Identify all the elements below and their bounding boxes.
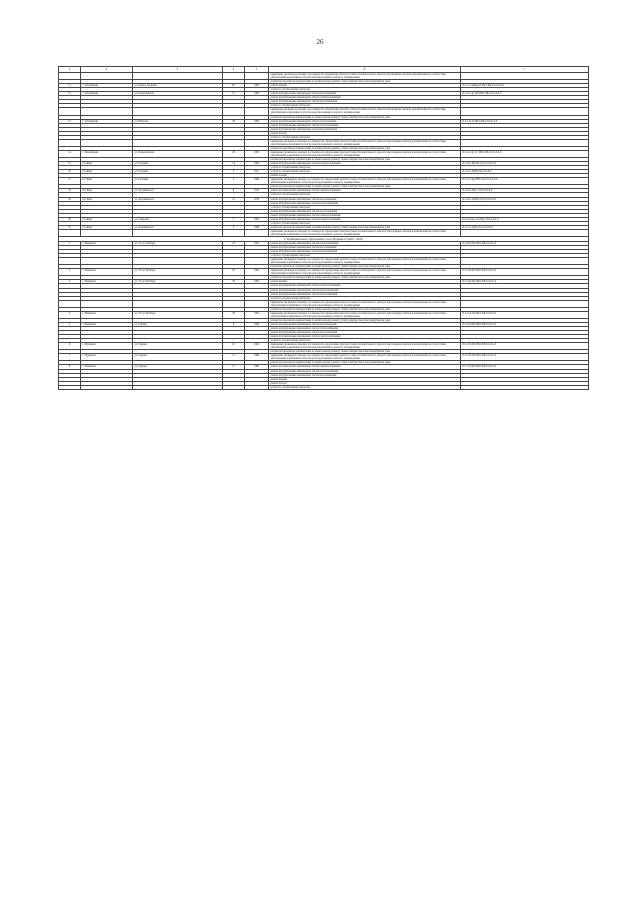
table-row (59, 150, 589, 157)
house-number-cell: 16 (223, 241, 245, 245)
work-type-cell: услуги по строительному контролю (269, 170, 461, 174)
building-code-cell: П-5-1-СЗаиБорО-НЗ-СКБ-0-0-0-0-0-0 (461, 84, 589, 88)
house-number-cell (223, 385, 245, 389)
row-number-cell: 2 (59, 269, 81, 276)
row-number-cell: 7 (59, 354, 81, 361)
row-number-cell: 5 (59, 322, 81, 326)
work-type-cell: услуги по строительному контролю (269, 385, 461, 389)
street-cell: ул. Дзержинского (133, 189, 223, 193)
house-number-cell: 5 (223, 178, 245, 185)
city-cell: г. Мурманск (81, 269, 133, 276)
work-type-cell: ремонт внутридомовых инженерных систем теплоснабжения (269, 369, 461, 373)
work-type-cell: ремонт внутридомовых инженерных систем электроснабжения (269, 335, 461, 339)
work-type-cell: услуги по строительному контролю (269, 166, 461, 170)
work-type-cell: разработка проектной документации по капитальному ремонту общего имущества в многоквартирном доме (269, 158, 461, 162)
building-code-cell: П-5-3-П-Щ-ПП-СКБ-0-0-0-0-0 (461, 354, 589, 361)
table-row (59, 258, 589, 265)
work-type-cell: ремонт внутридомовых инженерных систем электроснабжения (269, 365, 461, 369)
building-code-cell: К-5-4-С-Щ-ВД-СД-0-0-0-0-0-0 (461, 197, 589, 201)
house-number-cell: 7 А (223, 162, 245, 166)
building-code-cell (461, 73, 589, 80)
work-type-cell: разработка проектной документации по капитальному ремонту общего имущества в многоквартирном доме (269, 318, 461, 322)
row-number-cell (59, 300, 81, 307)
row-number-cell: 21 (59, 225, 81, 229)
work-type-cell: приведение проверки на предмет достоверности определения сметной стоимости капитального ремонта при проверке сметной документации на соответствие действующим нормативам в области ценообразования в сметного нормирования (269, 229, 461, 236)
house-number-cell (223, 73, 245, 80)
work-type-cell: ремонт внутридомовых инженерных систем водоснабжения (269, 331, 461, 335)
street-cell: ул. Гудкова (133, 354, 223, 361)
house-number-cell: 18 (223, 269, 245, 276)
building-code-cell (461, 108, 589, 115)
street-cell (133, 139, 223, 146)
city-cell: пгт Кирс (81, 217, 133, 221)
house-number-cell: 12 (223, 197, 245, 201)
building-code-cell: К-5-1-С-Щ-П-Л-0-0-0-0-0-0 (461, 225, 589, 229)
house-number-cell (223, 139, 245, 146)
row-number-cell: 18 (59, 189, 81, 193)
street-cell: ул. Гагарина (133, 170, 223, 174)
street-cell (133, 385, 223, 389)
city-cell: г. Мурманск (81, 241, 133, 245)
work-type-cell: услуги по строительному контролю (269, 254, 461, 258)
building-code-cell: К-5-2-С-Щ-ВСД-0-0-0-0-0 (461, 170, 589, 174)
building-code-cell (461, 258, 589, 265)
row-number-cell: 11 (59, 84, 81, 88)
street-cell (133, 300, 223, 307)
year-cell: 1985 (245, 150, 269, 157)
street-cell: ул. 70 лет Октября (133, 280, 223, 284)
row-number-cell (59, 385, 81, 389)
year-cell: 1980 (245, 92, 269, 96)
city-cell (81, 300, 133, 307)
year-cell: 1992 (245, 280, 269, 284)
city-cell: пгт Кирс (81, 170, 133, 174)
work-type-cell: приведение проверки на предмет достоверности определения сметной стоимости капитального ремонта при проверке сметной документации на соответствие действующим нормативам в области ценообразования в сметного нормирования (269, 269, 461, 276)
year-cell (245, 139, 269, 146)
work-type-cell: услуги по строительному контролю (269, 205, 461, 209)
year-cell: 1990 (245, 84, 269, 88)
city-cell: г. Мурманск (81, 311, 133, 318)
street-cell: ул. Гагарина (133, 162, 223, 166)
work-type-cell: ремонт фасада (269, 131, 461, 135)
row-number-cell: 15 (59, 162, 81, 166)
house-number-cell: 6 (223, 322, 245, 326)
work-type-cell: ремонт крыши (269, 377, 461, 381)
building-code-cell: К-3-2-С-Щ-С-3-0-0-0-0-0-0 (461, 189, 589, 193)
city-cell: пгт Кирс (81, 189, 133, 193)
year-cell: 1989 (245, 365, 269, 369)
building-code-cell: П-5-4-П-Щ-ПП-СКБ-0-0-0-0-0 (461, 269, 589, 276)
work-type-cell: ремонт фасада (269, 381, 461, 385)
work-type-cell: разработка проектной документации по капитальному ремонту общего имущества в многоквартирном доме (269, 146, 461, 150)
city-cell: г. Мурманск (81, 280, 133, 284)
work-type-cell: приведение проверки на предмет достоверности определения сметной стоимости капитального ремонта при проверке сметной документации на соответствие действующим нормативам в области ценообразования в сметного нормирования (269, 354, 461, 361)
table-row (59, 269, 589, 276)
year-cell: 1992 (245, 269, 269, 276)
year-cell: 1991 (245, 241, 269, 245)
column-header-cell: 5 (245, 67, 269, 73)
city-cell (81, 385, 133, 389)
row-number-cell: 12 (59, 92, 81, 96)
building-code-cell: П-5-4-П-Щ-ПП-СКБ-0-0-0-0-0 (461, 322, 589, 326)
building-code-cell: К-5-3-Сд(в)-НП-СП-0-0-0-0-0-0 (461, 178, 589, 185)
work-type-cell: ремонт внутридомовых инженерных систем электроснабжения (269, 213, 461, 217)
house-number-cell: 10 (223, 343, 245, 350)
work-type-cell: ремонт внутридомовых инженерных систем теплоснабжения (269, 288, 461, 292)
house-number-cell: 5 (223, 225, 245, 229)
street-cell (133, 229, 223, 236)
row-number-cell (59, 229, 81, 236)
work-type-cell: ремонт внутридомовых инженерных систем электроснабжения (269, 284, 461, 288)
street-cell: ул. Бориса Гагарина (133, 84, 223, 88)
work-type-cell: ремонт внутридомовых инженерных систем водоотведения (269, 246, 461, 250)
city-cell: г. Мурманск (81, 354, 133, 361)
year-cell: 1968 (245, 225, 269, 229)
work-type-cell: приведение проверки на предмет достоверности определения сметной стоимости капитального ремонта при проверке сметной документации на соответствие действующим нормативам в области ценообразования в сметного нормирования (269, 311, 461, 318)
year-cell (245, 229, 269, 236)
house-number-cell: 6 (223, 189, 245, 193)
house-number-cell: 39 (223, 119, 245, 123)
city-cell (81, 139, 133, 146)
year-cell: 1994 (245, 322, 269, 326)
city-cell (81, 229, 133, 236)
street-cell: ул. Гудкова (133, 322, 223, 326)
work-type-cell: приведение проверки на предмет достоверности определения сметной стоимости капитального ремонта при проверке сметной документации на соответствие действующим нормативам в области ценообразования в сметного нормирования (269, 139, 461, 146)
building-code-cell: П-5-4-П-Щ-ПП-СКБ-0-0-0-0-0 (461, 280, 589, 284)
building-code-cell (461, 300, 589, 307)
house-number-cell (223, 229, 245, 236)
work-type-cell: разработка проектной документации по капитальному ремонту общего имущества в многоквартирном доме (269, 115, 461, 119)
row-number-cell: 19 (59, 197, 81, 201)
work-type-cell: ремонт крыши (269, 174, 461, 178)
street-cell: ул. Северная (133, 217, 223, 221)
city-cell (81, 73, 133, 80)
work-type-cell: разработка проектной документации по капитальному ремонту общего имущества в многоквартирном доме (269, 361, 461, 365)
table-row (59, 354, 589, 361)
row-number-cell (59, 139, 81, 146)
year-cell: 1966 (245, 178, 269, 185)
city-cell: пгт Кирс (81, 225, 133, 229)
city-cell: г. Заполярный (81, 84, 133, 88)
street-cell: ул. Дзержинского (133, 225, 223, 229)
year-cell: 1989 (245, 354, 269, 361)
house-number-cell (223, 258, 245, 265)
year-cell: 1994 (245, 343, 269, 350)
house-number-cell (223, 108, 245, 115)
year-cell (245, 258, 269, 265)
year-cell (245, 300, 269, 307)
work-type-cell: приведение проверки на предмет достоверности определения сметной стоимости капитального ремонта при проверке сметной документации на соответствие действующим нормативам в области ценообразования в сметного нормирования (269, 300, 461, 307)
row-number-cell: 1 (59, 241, 81, 245)
house-number-cell: 7 (223, 217, 245, 221)
work-type-cell: приведение проверка на предмет достоверности определения сметной стоимости капитального ремонта при проверке сметной документации на соответствие действующим нормативам в области ценообразования в сметного нормирования (269, 108, 461, 115)
street-cell: ул. Дзержинского (133, 197, 223, 201)
work-type-cell: ремонт крыши (269, 84, 461, 88)
work-type-cell: услуги по строительному контролю (269, 221, 461, 225)
table-row (59, 139, 589, 146)
year-cell: 1990 (245, 162, 269, 166)
building-code-cell: П-5-8-П-Щ-ПП-СКБ-0-0-0-0-0 (461, 241, 589, 245)
house-number-cell: 29 (223, 150, 245, 157)
work-type-cell: ремонт внутридомовых инженерных систем водоотведения (269, 373, 461, 377)
city-cell: пгт Кирс (81, 162, 133, 166)
city-cell: г. Заполярный (81, 92, 133, 96)
work-type-cell: ремонт внутридомовых инженерных систем водоснабжения (269, 209, 461, 213)
table-row (59, 108, 589, 115)
work-type-cell: ремонт внутридомовых инженерных систем электроснабжения (269, 189, 461, 193)
street-cell: ул. Первомайская (133, 92, 223, 96)
street-cell (133, 108, 223, 115)
street-cell: ул. Первомайская (133, 150, 223, 157)
city-cell: г. Заполярный (81, 150, 133, 157)
city-cell: г. Мурманск (81, 322, 133, 326)
work-type-cell: разработка проектной документации по капитальному ремонту общего имущества в многоквартирном доме (269, 350, 461, 354)
city-cell: г. Мурманск (81, 365, 133, 369)
row-number-cell: 13 (59, 119, 81, 123)
row-number-cell: 8 (59, 365, 81, 369)
street-cell: ул. Гагарина (133, 178, 223, 185)
column-header-cell: 2 (81, 67, 133, 73)
work-type-cell: разработка проектной документации по капитальному ремонту общего имущества в многоквартирном доме (269, 225, 461, 229)
building-code-cell: К-5-3-С-БП-Щ-СД-0-0-0-0-0-0 (461, 162, 589, 166)
work-type-cell: ремонт крыши (269, 280, 461, 284)
work-type-cell: ремонт внутридомовых инженерных систем водоснабжения (269, 250, 461, 254)
row-number-cell: 6 (59, 343, 81, 350)
row-number-cell: 3 (59, 280, 81, 284)
table-row (59, 73, 589, 80)
column-header-cell: 4 (223, 67, 245, 73)
work-type-cell: приведение проверки на предмет достоверности определения сметной стоимости капитального ремонта при проверке сметной документации на соответствие действующим нормативам в области ценообразования в сметного нормирования (269, 150, 461, 157)
city-cell (81, 258, 133, 265)
work-type-cell: разработка проектной документации по капитальному ремонту общего имущества в многоквартирном доме (269, 185, 461, 189)
year-cell: 1967 (245, 217, 269, 221)
work-type-cell: ремонт внутридомовых инженерных систем теплоснабжения (269, 241, 461, 245)
row-number-cell: 20 (59, 217, 81, 221)
page-number: 26 (316, 38, 324, 46)
house-number-cell: 15 (223, 354, 245, 361)
work-type-cell: приведение проверки на предмет достоверности определения сметной стоимости капитального ремонта при проверке сметной документации на соответствие действующим нормативам в области ценообразования в сметного нормирования (269, 258, 461, 265)
city-cell: пгт Кирс (81, 178, 133, 185)
house-number-cell: 5 (223, 170, 245, 174)
year-cell (245, 385, 269, 389)
row-number-cell (59, 258, 81, 265)
table-row (59, 311, 589, 318)
street-cell: ул. 70 лет Октября (133, 269, 223, 276)
work-type-cell: ремонт внутридомовых инженерных систем водоотведения (269, 322, 461, 326)
street-cell: ул. Гудкова (133, 365, 223, 369)
section-title: 3. Муниципальное образование город Мурманск (2020 - 2022) (59, 236, 589, 241)
row-number-cell: 17 (59, 178, 81, 185)
work-type-cell: ремонт внутридомовых инженерных систем электроснабжения (269, 217, 461, 221)
work-type-cell: приведение проектов на предмет достоверности определения сметной стоимости капитального ремонта при проверке сметной документации на соответствие действующим нормативам в области ценообразования в сметного нормирования (269, 73, 461, 80)
building-code-cell (461, 139, 589, 146)
table-row (59, 229, 589, 236)
column-header-cell: 6 (269, 67, 461, 73)
work-type-cell: ремонт внутридомовых инженерных систем водоотведения (269, 92, 461, 96)
building-code-cell (461, 229, 589, 236)
work-type-cell: ремонт внутридомовых инженерных систем водоснабжения (269, 100, 461, 104)
row-number-cell (59, 108, 81, 115)
street-cell (133, 73, 223, 80)
work-type-cell: ремонт внутридомовых инженерных систем теплоснабжения (269, 201, 461, 205)
work-type-cell: услуги по строительному контролю (269, 193, 461, 197)
capital-repair-table (58, 66, 589, 390)
building-code-cell: П-5-3-П-Щ-ПП-СКБ-0-0-0-0-0 (461, 365, 589, 369)
street-cell: ул. Шахтная (133, 119, 223, 123)
street-cell: ул. Гудкова (133, 343, 223, 350)
year-cell (245, 73, 269, 80)
city-cell: г. Мурманск (81, 343, 133, 350)
row-number-cell (59, 73, 81, 80)
street-cell (133, 258, 223, 265)
building-code-cell: Б-5-4-П-О-ПП-СКБ-0-0-0-0-0-0 (461, 119, 589, 123)
year-cell: 1970 (245, 189, 269, 193)
work-type-cell: разработка проектной документации по капитальному ремонту общего имущества в многоквартирном доме (269, 307, 461, 311)
work-type-cell: разработка проектной документации по капитальному ремонту общего имущества в многоквартирном доме (269, 80, 461, 84)
table-row (59, 343, 589, 350)
year-cell: 1991 (245, 311, 269, 318)
work-type-cell: ремонт внутридомовых инженерных систем водоотведения (269, 197, 461, 201)
work-type-cell: разработка проектной документации по капитальному ремонту общего имущества в многоквартирном доме (269, 265, 461, 269)
building-code-cell: П-5-3-Д-Щ-ПП-СКБ-0-0-0-0-0 (461, 311, 589, 318)
building-code-cell: П-5-4-Сбк-о-О-ПД-СЛ-0-0-0-0-0 (461, 217, 589, 221)
year-cell: 1970 (245, 197, 269, 201)
work-type-cell: услуги по строительному контролю (269, 104, 461, 108)
column-header-cell: 3 (133, 67, 223, 73)
table-row (59, 300, 589, 307)
street-cell: ул. 70 лет Октября (133, 311, 223, 318)
row-number-cell: 14 (59, 150, 81, 157)
house-number-cell: 17 (223, 365, 245, 369)
building-code-cell: К-5-4-Сд(с)-Н-ПП-СДБ-0-0-0-0-0-0 (461, 92, 589, 96)
year-cell (245, 108, 269, 115)
work-type-cell: услуги по строительному контролю (269, 339, 461, 343)
city-cell: г. Заполярный (81, 119, 133, 123)
work-type-cell: разработка проектной документации по капитальному ремонту общего имущества в многоквартирном доме (269, 276, 461, 280)
house-number-cell: 39 (223, 311, 245, 318)
table-row (59, 178, 589, 185)
column-header-cell: 1 (59, 67, 81, 73)
building-code-cell: К-5-4-Сд(с)-С-ПП-СКБ-9-0-0-0-0-0 (461, 150, 589, 157)
work-type-cell: ремонт внутридомовых инженерных систем теплоснабжения (269, 327, 461, 331)
row-number-cell: 4 (59, 311, 81, 318)
city-cell (81, 108, 133, 115)
city-cell: пгт Кирс (81, 197, 133, 201)
work-type-cell: ремонт внутридомовых инженерных систем водоснабжения (269, 127, 461, 131)
street-cell: ул. 70 лет Октября (133, 241, 223, 245)
work-type-cell: ремонт внутридомовых инженерных систем теплоснабжения (269, 123, 461, 127)
table-row (59, 385, 589, 389)
work-type-cell: услуги по строительному контролю (269, 88, 461, 92)
column-header-cell: 7 (461, 67, 589, 73)
work-type-cell: приведение проверки на предмет достоверности определения сметной стоимости капитального ремонта при проверке сметной документации на соответствие действующим нормативам в области ценообразования в сметного нормирования (269, 178, 461, 185)
house-number-cell: 27 (223, 92, 245, 96)
work-type-cell: приведение проверки на предмет достоверности определения сметной стоимости капитального ремонта при проверке сметной документации на соответствие действующим нормативам в области ценообразования в сметного нормирования (269, 343, 461, 350)
house-number-cell (223, 300, 245, 307)
building-code-cell: П-5-3-П-Щ-ПП-СКБ-0-0-0-0-0 (461, 343, 589, 350)
work-type-cell: услуги по строительному контролю (269, 135, 461, 139)
work-type-cell: ремонт внутридомовых инженерных систем электроснабжения (269, 96, 461, 100)
house-number-cell: 65 (223, 84, 245, 88)
year-cell: 1990 (245, 119, 269, 123)
work-type-cell: ремонт внутридомовых инженерных систем электроснабжения (269, 162, 461, 166)
work-type-cell: ремонт внутридомовых инженерных систем водоснабжения (269, 292, 461, 296)
work-type-cell: услуги по строительному контролю (269, 296, 461, 300)
row-number-cell: 16 (59, 170, 81, 174)
house-number-cell: 20 (223, 280, 245, 284)
work-type-cell: ремонт внутридомовых инженерных систем водоотведения (269, 119, 461, 123)
building-code-cell (461, 385, 589, 389)
year-cell: 1971 (245, 170, 269, 174)
